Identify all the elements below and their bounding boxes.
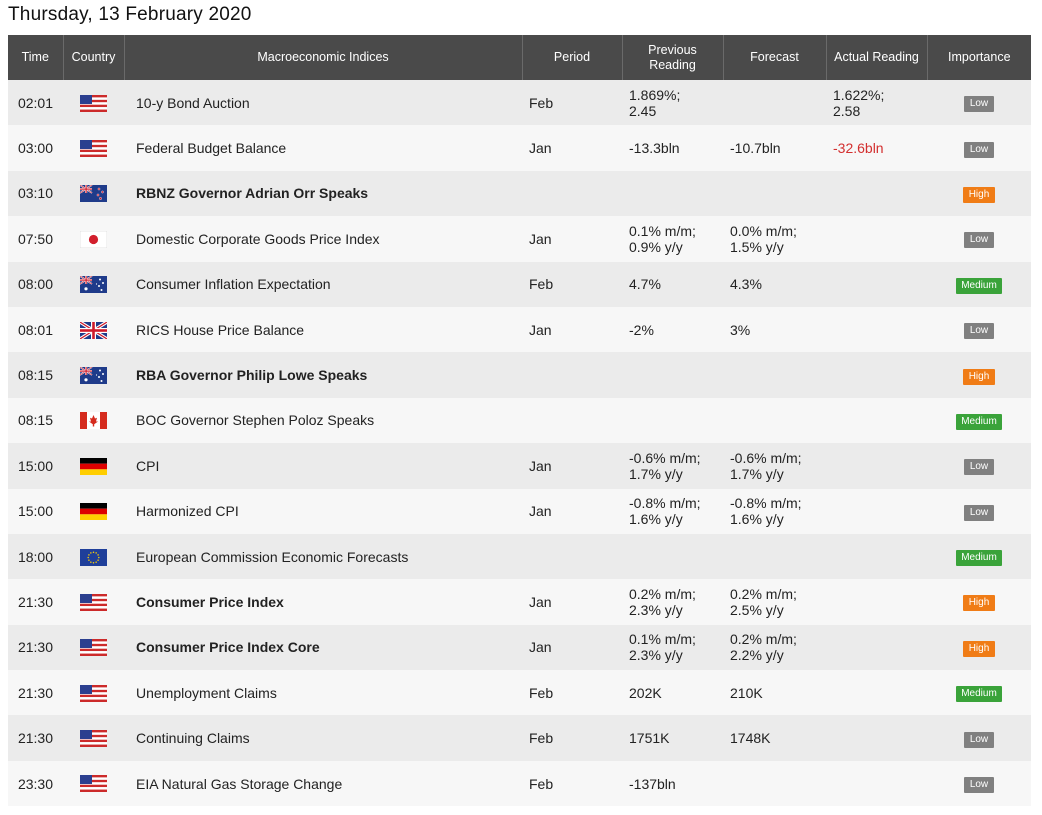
event-period: Jan — [522, 579, 622, 624]
actual-reading — [826, 489, 927, 534]
event-period — [522, 352, 622, 397]
event-period: Feb — [522, 761, 622, 806]
event-time: 21:30 — [8, 715, 63, 760]
importance-cell — [927, 125, 1031, 170]
country-flag — [63, 625, 124, 670]
event-name: European Commission Economic Forecasts — [124, 534, 522, 579]
actual-reading — [826, 307, 927, 352]
previous-reading: -13.3bln — [622, 125, 723, 170]
forecast-value — [723, 352, 826, 397]
uk-flag-icon — [80, 321, 107, 337]
previous-reading — [622, 171, 723, 216]
event-period — [522, 171, 622, 216]
event-name: RICS House Price Balance — [124, 307, 522, 352]
actual-reading: -32.6bln — [826, 125, 927, 170]
importance-cell — [927, 489, 1031, 534]
table-row — [8, 625, 1031, 670]
event-time: 02:01 — [8, 80, 63, 125]
importance-badge: Low — [964, 732, 994, 748]
previous-reading: -0.8% m/m; 1.6% y/y — [622, 489, 723, 534]
country-flag — [63, 489, 124, 534]
actual-reading — [826, 216, 927, 261]
importance-badge: High — [963, 595, 996, 611]
importance-badge: Low — [964, 232, 994, 248]
us-flag-icon — [80, 684, 107, 700]
previous-reading: 1751K — [622, 715, 723, 760]
table-row — [8, 262, 1031, 307]
country-flag — [63, 352, 124, 397]
importance-cell — [927, 534, 1031, 579]
economic-calendar-table — [8, 35, 1031, 806]
forecast-value: 1748K — [723, 715, 826, 760]
event-time: 08:01 — [8, 307, 63, 352]
header-previous: Previous Reading — [622, 35, 723, 80]
de-flag-icon — [80, 502, 107, 518]
event-period: Jan — [522, 125, 622, 170]
header-actual: Actual Reading — [826, 35, 927, 80]
importance-badge: Medium — [956, 686, 1002, 702]
event-name: Federal Budget Balance — [124, 125, 522, 170]
table-row — [8, 489, 1031, 534]
importance-badge: Medium — [956, 550, 1002, 566]
table-row — [8, 443, 1031, 488]
importance-cell — [927, 443, 1031, 488]
country-flag — [63, 443, 124, 488]
event-time: 21:30 — [8, 670, 63, 715]
previous-reading: -0.6% m/m; 1.7% y/y — [622, 443, 723, 488]
country-flag — [63, 171, 124, 216]
event-name: Consumer Price Index Core — [124, 625, 522, 670]
importance-badge: Medium — [956, 278, 1002, 294]
table-row — [8, 216, 1031, 261]
country-flag — [63, 125, 124, 170]
event-name: 10-y Bond Auction — [124, 80, 522, 125]
table-row — [8, 761, 1031, 806]
event-period: Feb — [522, 262, 622, 307]
importance-cell — [927, 307, 1031, 352]
us-flag-icon — [80, 593, 107, 609]
event-period: Jan — [522, 307, 622, 352]
country-flag — [63, 579, 124, 624]
forecast-value: -0.8% m/m; 1.6% y/y — [723, 489, 826, 534]
event-period: Feb — [522, 670, 622, 715]
previous-reading: 1.869%; 2.45 — [622, 80, 723, 125]
event-period: Jan — [522, 443, 622, 488]
event-period — [522, 398, 622, 443]
event-name: Continuing Claims — [124, 715, 522, 760]
table-row — [8, 171, 1031, 216]
actual-reading — [826, 262, 927, 307]
actual-reading — [826, 443, 927, 488]
forecast-value — [723, 171, 826, 216]
header-period: Period — [522, 35, 622, 80]
forecast-value: 0.0% m/m; 1.5% y/y — [723, 216, 826, 261]
importance-badge: Low — [964, 142, 994, 158]
event-period — [522, 534, 622, 579]
us-flag-icon — [80, 729, 107, 745]
jp-flag-icon — [80, 230, 107, 246]
table-row — [8, 715, 1031, 760]
forecast-value: -10.7bln — [723, 125, 826, 170]
importance-badge: Low — [964, 459, 994, 475]
importance-badge: Low — [964, 505, 994, 521]
table-header-row — [8, 35, 1031, 80]
eu-flag-icon — [80, 548, 107, 564]
forecast-value — [723, 80, 826, 125]
actual-reading — [826, 670, 927, 715]
previous-reading — [622, 534, 723, 579]
event-name: Unemployment Claims — [124, 670, 522, 715]
previous-reading: 4.7% — [622, 262, 723, 307]
us-flag-icon — [80, 775, 107, 791]
previous-reading — [622, 398, 723, 443]
event-time: 21:30 — [8, 625, 63, 670]
previous-reading: 0.2% m/m; 2.3% y/y — [622, 579, 723, 624]
country-flag — [63, 715, 124, 760]
forecast-value: 0.2% m/m; 2.5% y/y — [723, 579, 826, 624]
actual-reading — [826, 715, 927, 760]
previous-reading: 0.1% m/m; 0.9% y/y — [622, 216, 723, 261]
au-flag-icon — [80, 366, 107, 382]
header-country: Country — [63, 35, 124, 80]
country-flag — [63, 761, 124, 806]
event-name: BOC Governor Stephen Poloz Speaks — [124, 398, 522, 443]
event-time: 03:00 — [8, 125, 63, 170]
event-period: Jan — [522, 489, 622, 534]
event-time: 07:50 — [8, 216, 63, 261]
event-period: Feb — [522, 715, 622, 760]
importance-cell — [927, 262, 1031, 307]
forecast-value: 210K — [723, 670, 826, 715]
au-flag-icon — [80, 275, 107, 291]
event-time: 08:15 — [8, 398, 63, 443]
importance-badge: Low — [964, 323, 994, 339]
us-flag-icon — [80, 94, 107, 110]
table-row — [8, 352, 1031, 397]
event-name: CPI — [124, 443, 522, 488]
table-row — [8, 125, 1031, 170]
header-importance: Importance — [927, 35, 1031, 80]
event-period: Jan — [522, 216, 622, 261]
importance-cell — [927, 761, 1031, 806]
importance-badge: Low — [964, 96, 994, 112]
nz-flag-icon — [80, 185, 107, 201]
previous-reading: 202K — [622, 670, 723, 715]
table-row — [8, 670, 1031, 715]
header-forecast: Forecast — [723, 35, 826, 80]
event-time: 15:00 — [8, 489, 63, 534]
event-period: Feb — [522, 80, 622, 125]
us-flag-icon — [80, 638, 107, 654]
country-flag — [63, 307, 124, 352]
importance-cell — [927, 80, 1031, 125]
forecast-value — [723, 398, 826, 443]
importance-badge: Low — [964, 777, 994, 793]
table-row — [8, 579, 1031, 624]
event-name: RBA Governor Philip Lowe Speaks — [124, 352, 522, 397]
event-time: 08:15 — [8, 352, 63, 397]
event-time: 15:00 — [8, 443, 63, 488]
table-row — [8, 80, 1031, 125]
table-row — [8, 534, 1031, 579]
previous-reading: 0.1% m/m; 2.3% y/y — [622, 625, 723, 670]
forecast-value: 0.2% m/m; 2.2% y/y — [723, 625, 826, 670]
importance-cell — [927, 352, 1031, 397]
actual-reading: 1.622%; 2.58 — [826, 80, 927, 125]
event-name: Harmonized CPI — [124, 489, 522, 534]
importance-cell — [927, 579, 1031, 624]
page-title: Thursday, 13 February 2020 — [8, 4, 252, 25]
country-flag — [63, 670, 124, 715]
country-flag — [63, 80, 124, 125]
header-indices: Macroeconomic Indices — [124, 35, 522, 80]
importance-cell — [927, 398, 1031, 443]
table-row — [8, 307, 1031, 352]
importance-badge: High — [963, 641, 996, 657]
importance-cell — [927, 715, 1031, 760]
us-flag-icon — [80, 139, 107, 155]
event-name: Domestic Corporate Goods Price Index — [124, 216, 522, 261]
event-name: RBNZ Governor Adrian Orr Speaks — [124, 171, 522, 216]
previous-reading — [622, 352, 723, 397]
event-name: Consumer Inflation Expectation — [124, 262, 522, 307]
actual-reading — [826, 761, 927, 806]
de-flag-icon — [80, 457, 107, 473]
importance-badge: Medium — [956, 414, 1002, 430]
actual-reading — [826, 579, 927, 624]
actual-reading — [826, 352, 927, 397]
event-name: Consumer Price Index — [124, 579, 522, 624]
importance-cell — [927, 171, 1031, 216]
forecast-value: 4.3% — [723, 262, 826, 307]
importance-cell — [927, 216, 1031, 261]
country-flag — [63, 262, 124, 307]
forecast-value: 3% — [723, 307, 826, 352]
table-row — [8, 398, 1031, 443]
event-time: 23:30 — [8, 761, 63, 806]
country-flag — [63, 534, 124, 579]
event-name: EIA Natural Gas Storage Change — [124, 761, 522, 806]
country-flag — [63, 398, 124, 443]
ca-flag-icon — [80, 412, 107, 428]
forecast-value — [723, 761, 826, 806]
event-time: 18:00 — [8, 534, 63, 579]
country-flag — [63, 216, 124, 261]
actual-reading — [826, 625, 927, 670]
event-time: 21:30 — [8, 579, 63, 624]
actual-reading — [826, 534, 927, 579]
importance-cell — [927, 670, 1031, 715]
forecast-value: -0.6% m/m; 1.7% y/y — [723, 443, 826, 488]
previous-reading: -137bln — [622, 761, 723, 806]
actual-reading — [826, 398, 927, 443]
previous-reading: -2% — [622, 307, 723, 352]
importance-badge: High — [963, 187, 996, 203]
event-time: 03:10 — [8, 171, 63, 216]
event-period: Jan — [522, 625, 622, 670]
importance-cell — [927, 625, 1031, 670]
actual-reading — [826, 171, 927, 216]
header-time: Time — [8, 35, 63, 80]
importance-badge: High — [963, 369, 996, 385]
forecast-value — [723, 534, 826, 579]
event-time: 08:00 — [8, 262, 63, 307]
